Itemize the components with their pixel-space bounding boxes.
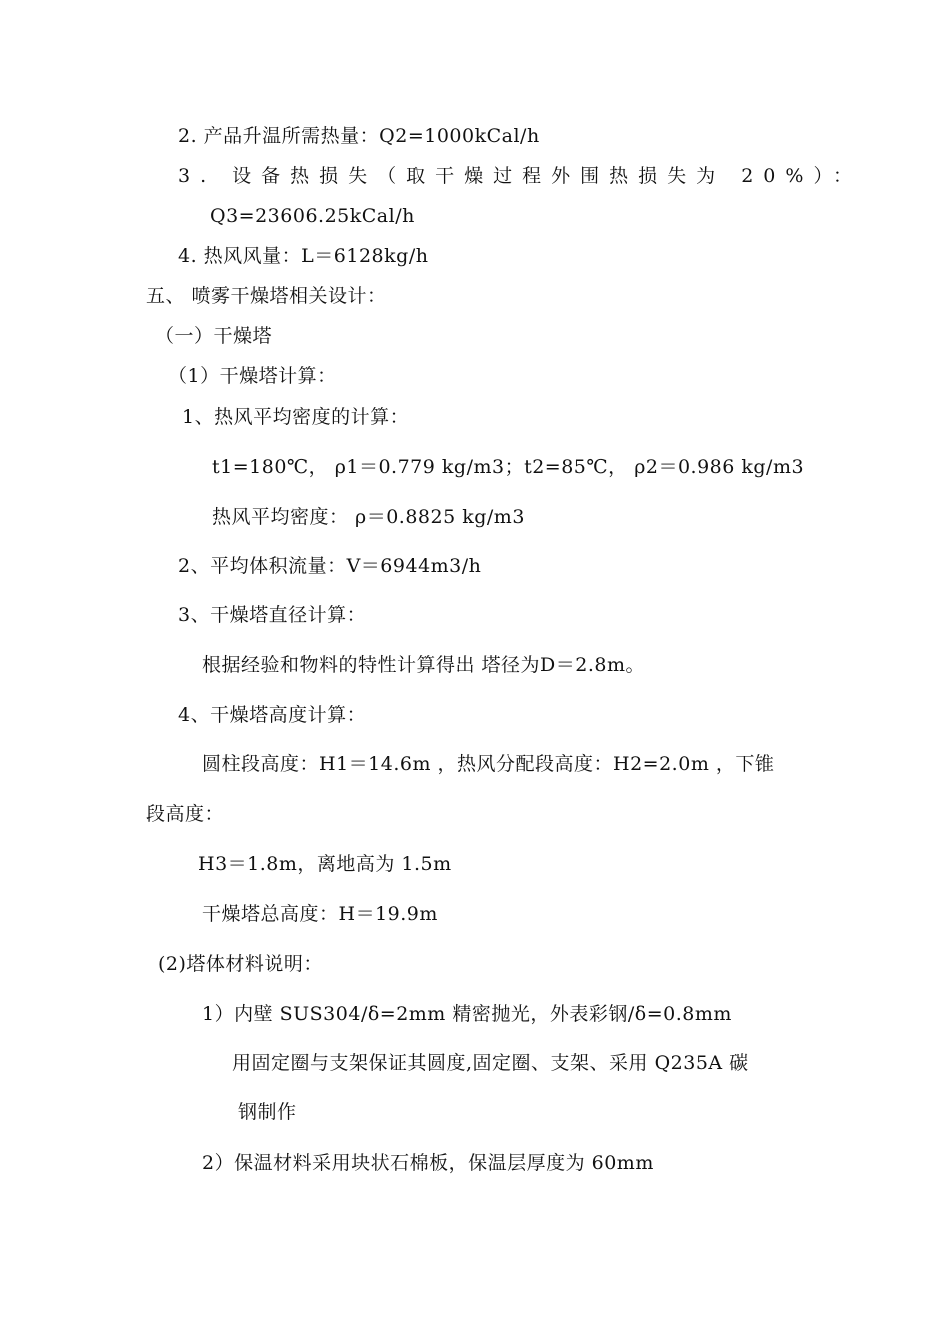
air-flow-line: 4. 热风风量：L＝6128kg/h — [178, 245, 429, 267]
heat-loss-line: 3. 设备热损失（取干燥过程外围热损失为 20%）： — [178, 165, 862, 187]
material-item-2: 2）保温材料采用块状石棉板，保温层厚度为 60mm — [202, 1152, 654, 1174]
material-item-1-detail: 用固定圈与支架保证其圆度,固定圈、支架、采用 Q235A 碳 — [232, 1052, 749, 1074]
height-values-line: 圆柱段高度：H1＝14.6m ，热风分配段高度：H2=2.0m ，下锥 — [202, 753, 775, 775]
total-height-line: 干燥塔总高度：H＝19.9m — [202, 903, 438, 925]
h3-line: H3＝1.8m，离地高为 1.5m — [198, 853, 452, 875]
subsection-heading: （一）干燥塔 — [155, 325, 273, 347]
calc-heading: （1）干燥塔计算： — [168, 365, 337, 387]
height-heading: 4、干燥塔高度计算： — [178, 704, 367, 726]
density-values-line: t1=180℃， ρ1＝0.779 kg/m3；t2=85℃， ρ2＝0.986 kg/m3 — [212, 456, 805, 478]
diameter-result-line: 根据经验和物料的特性计算得出 塔径为D＝2.8m。 — [202, 654, 646, 676]
material-item-1-detail-continued: 钢制作 — [238, 1101, 297, 1123]
height-values-continued: 段高度： — [146, 803, 225, 825]
volume-flow-line: 2、平均体积流量：V＝6944m3/h — [178, 555, 482, 577]
density-heading: 1、热风平均密度的计算： — [182, 406, 410, 428]
avg-density-line: 热风平均密度： ρ＝0.8825 kg/m3 — [212, 506, 525, 528]
heat-q3-line: Q3=23606.25kCal/h — [210, 205, 415, 227]
heat-q2-line: 2. 产品升温所需热量：Q2=1000kCal/h — [178, 125, 540, 147]
material-item-1: 1）内壁 SUS304/δ=2mm 精密抛光，外表彩钢/δ=0.8mm — [202, 1003, 732, 1025]
diameter-heading: 3、干燥塔直径计算： — [178, 604, 367, 626]
material-heading: (2)塔体材料说明： — [158, 953, 323, 975]
section-heading: 五、 喷雾干燥塔相关设计： — [146, 285, 387, 307]
